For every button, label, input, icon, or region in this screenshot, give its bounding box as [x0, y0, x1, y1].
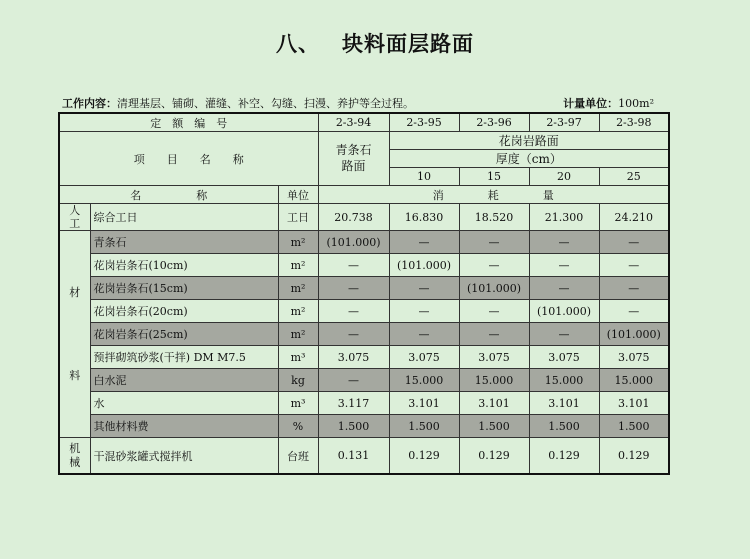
quota-code-row: [59, 113, 669, 132]
item-value: 0.131: [318, 438, 389, 474]
item-value: 0.129: [459, 438, 529, 474]
item-value: 3.075: [389, 346, 459, 369]
item-unit: m²: [278, 277, 318, 300]
item-value: 3.101: [459, 392, 529, 415]
measure-unit: [563, 95, 654, 111]
item-name: 花岗岩条石(25cm): [90, 323, 278, 346]
item-value: 3.101: [389, 392, 459, 415]
item-unit: m²: [278, 300, 318, 323]
thickness-value: 10: [389, 168, 459, 186]
item-value: —: [318, 254, 389, 277]
table-row: [59, 323, 669, 346]
item-value: 16.830: [389, 204, 459, 231]
measure-unit-value: 100m²: [618, 97, 654, 110]
item-value: —: [599, 300, 669, 323]
item-value: —: [529, 323, 599, 346]
item-unit: 台班: [278, 438, 318, 474]
item-value: 18.520: [459, 204, 529, 231]
name-unit-row: [59, 186, 669, 204]
item-name: 花岗岩条石(10cm): [90, 254, 278, 277]
item-value: —: [459, 300, 529, 323]
quota-code: 2-3-97: [529, 113, 599, 132]
item-value: —: [318, 369, 389, 392]
quota-code: 2-3-95: [389, 113, 459, 132]
quota-code: 2-3-98: [599, 113, 669, 132]
item-name: 干混砂浆罐式搅拌机: [90, 438, 278, 474]
item-value: —: [389, 231, 459, 254]
item-value: 3.101: [599, 392, 669, 415]
item-unit: m²: [278, 323, 318, 346]
thickness-value: 15: [459, 168, 529, 186]
page-title: [0, 28, 750, 58]
quota-code: 2-3-96: [459, 113, 529, 132]
item-value: 1.500: [599, 415, 669, 438]
item-value: (101.000): [459, 277, 529, 300]
item-value: —: [599, 254, 669, 277]
resource-group-char: [60, 299, 90, 369]
item-name: 花岗岩条石(20cm): [90, 300, 278, 323]
item-value: —: [529, 277, 599, 300]
item-value: —: [318, 300, 389, 323]
item-value: —: [529, 254, 599, 277]
item-value: 3.075: [318, 346, 389, 369]
item-value: 3.075: [459, 346, 529, 369]
section-number: 八、: [276, 32, 320, 56]
resource-group-char: 机: [69, 442, 81, 456]
item-value: —: [599, 277, 669, 300]
resource-group-char: 人: [69, 204, 81, 217]
item-value: —: [318, 323, 389, 346]
resource-group-char: 工: [69, 217, 81, 231]
measure-unit-label: 计量单位：: [563, 97, 619, 110]
thickness-value: 20: [529, 168, 599, 186]
col1-name-line: 路面: [341, 158, 366, 173]
item-value: 15.000: [599, 369, 669, 392]
item-value: (101.000): [389, 254, 459, 277]
item-value: 21.300: [529, 204, 599, 231]
work-content-line: [62, 95, 654, 111]
item-value: 15.000: [459, 369, 529, 392]
quota-table: [58, 112, 670, 475]
group-label: 花岗岩路面: [389, 132, 669, 150]
item-unit: m²: [278, 231, 318, 254]
item-name: 预拌砌筑砂浆(干拌) DM M7.5: [90, 346, 278, 369]
item-value: 3.075: [529, 346, 599, 369]
item-value: —: [599, 231, 669, 254]
table-row: [59, 204, 669, 231]
resource-group-char: 料: [69, 369, 81, 383]
item-unit: m²: [278, 254, 318, 277]
table-row: [59, 231, 669, 254]
resource-group: [59, 438, 90, 474]
table-row: [59, 300, 669, 323]
resource-group-char: 械: [69, 455, 81, 469]
item-value: (101.000): [599, 323, 669, 346]
item-value: 15.000: [389, 369, 459, 392]
item-value: 24.210: [599, 204, 669, 231]
name-label: 名 称: [59, 186, 278, 204]
resource-group: [59, 204, 90, 231]
table-row: [59, 438, 669, 474]
col1-name-line: 青条石: [335, 142, 372, 157]
resource-group: [59, 231, 90, 438]
item-name: 青条石: [90, 231, 278, 254]
item-unit: m³: [278, 346, 318, 369]
item-unit: 工日: [278, 204, 318, 231]
table-row: [59, 392, 669, 415]
work-content-text: 清理基层、铺砌、灌缝、补空、勾缝、扫漫、养护等全过程。: [117, 97, 414, 110]
item-value: 15.000: [529, 369, 599, 392]
work-content: [62, 95, 414, 111]
item-value: 3.117: [318, 392, 389, 415]
item-value: 3.101: [529, 392, 599, 415]
item-value: 1.500: [389, 415, 459, 438]
table-row: [59, 415, 669, 438]
table-row: [59, 254, 669, 277]
unit-label: 单位: [278, 186, 318, 204]
item-value: 1.500: [459, 415, 529, 438]
item-unit: %: [278, 415, 318, 438]
consumption-label: 消 耗 量: [318, 186, 669, 204]
work-content-label: 工作内容：: [62, 97, 117, 110]
thickness-label: 厚度（cm）: [389, 150, 669, 168]
item-value: 1.500: [529, 415, 599, 438]
item-unit: kg: [278, 369, 318, 392]
section-title: 块料面层路面: [342, 32, 474, 56]
quota-code: 2-3-94: [318, 113, 389, 132]
item-value: —: [459, 323, 529, 346]
item-value: —: [389, 277, 459, 300]
table-row: [59, 277, 669, 300]
item-value: (101.000): [318, 231, 389, 254]
table-row: [59, 369, 669, 392]
item-name: 其他材料费: [90, 415, 278, 438]
item-value: 1.500: [318, 415, 389, 438]
item-value: 0.129: [529, 438, 599, 474]
item-value: —: [459, 254, 529, 277]
group-header-row: [59, 132, 669, 150]
item-name: 综合工日: [90, 204, 278, 231]
item-value: 0.129: [389, 438, 459, 474]
item-name: 花岗岩条石(15cm): [90, 277, 278, 300]
item-name-label: 项 目 名 称: [59, 132, 318, 186]
item-value: —: [389, 323, 459, 346]
item-name: 水: [90, 392, 278, 415]
item-value: 0.129: [599, 438, 669, 474]
item-name: 白水泥: [90, 369, 278, 392]
table-row: [59, 346, 669, 369]
thickness-value: 25: [599, 168, 669, 186]
item-unit: m³: [278, 392, 318, 415]
resource-group-char: 材: [69, 286, 81, 300]
item-value: 3.075: [599, 346, 669, 369]
item-value: 20.738: [318, 204, 389, 231]
item-value: —: [318, 277, 389, 300]
item-value: (101.000): [529, 300, 599, 323]
item-value: —: [529, 231, 599, 254]
quota-code-label: 定 额 编 号: [59, 113, 318, 132]
item-value: —: [389, 300, 459, 323]
item-value: —: [459, 231, 529, 254]
col1-name: [318, 132, 389, 186]
